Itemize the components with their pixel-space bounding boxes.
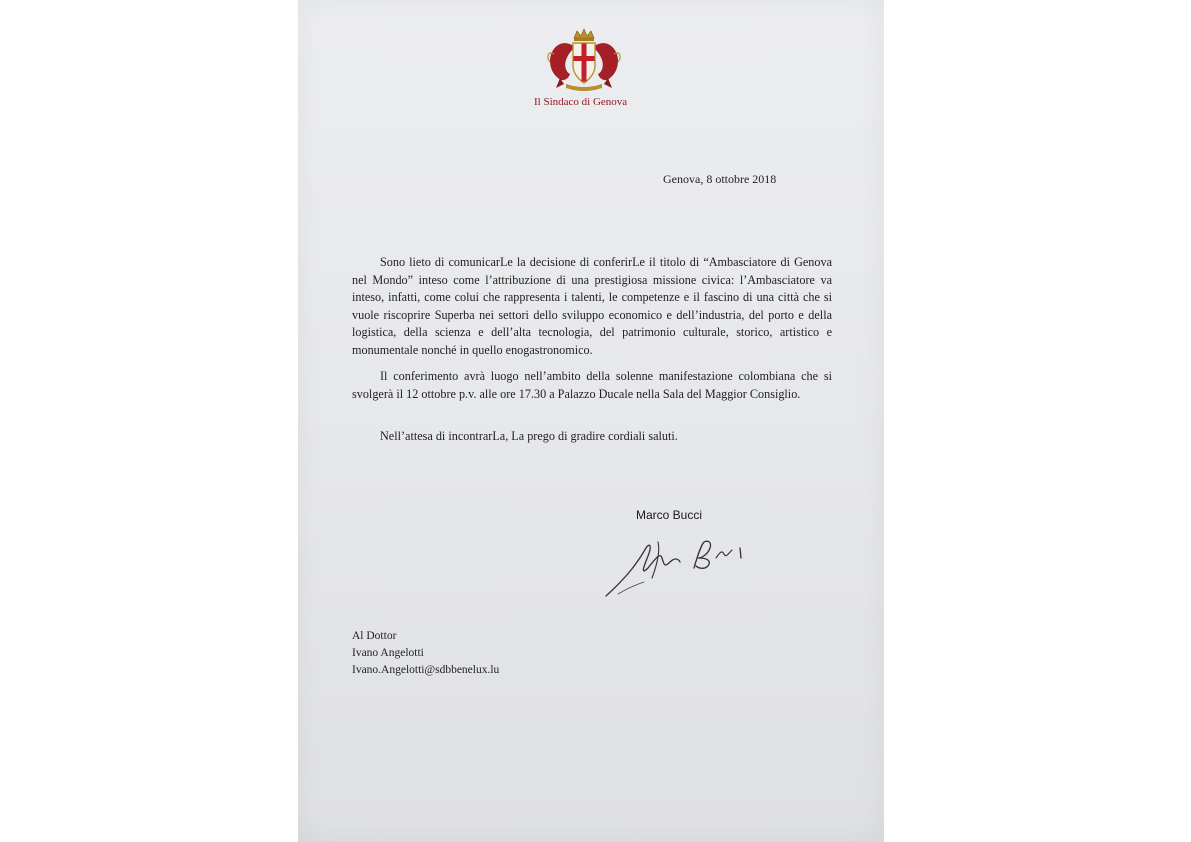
body-paragraph-3: Nell’attesa di incontrarLa, La prego di gradire cordiali saluti. [380, 429, 678, 443]
recipient-block [352, 628, 499, 679]
letter-date: Genova, 8 ottobre 2018 [663, 172, 777, 186]
recipient-email: Ivano.Angelotti@sdbbenelux.lu [352, 664, 500, 676]
letterhead-title: Il Sindaco di Genova [534, 96, 628, 108]
body-paragraph-1: Sono lieto di comunicarLe la decisione di conferirLe il titolo di “Ambasciatore di Genova nel Mondo” inteso come l’attribuzione di una prestigiosa missione civica: l’Ambasciatore va inteso, infatti, come colui che rappresenta i talenti, le competenze e il fascino di una città che si vuole riscoprire Superba nei settori dello sviluppo economico e dell’industria, del porto e della logistica, della scienza e dell’alta tecnologia, del patrimonio culturale, storico, artistico e monumentale nonché in quello enogastronomico. [352, 255, 832, 357]
genoa-coat-of-arms-icon [544, 28, 624, 92]
body-paragraph-2: Il conferimento avrà luogo nell’ambito della solenne manifestazione colombiana che si svolgerà il 12 ottobre p.v. alle ore 17.30 a Palazzo Ducale nella Sala del Maggior Consiglio. [352, 369, 832, 401]
recipient-salutation: Al Dottor [352, 630, 397, 642]
signer-name: Marco Bucci [636, 508, 703, 522]
handwritten-signature-icon [598, 528, 758, 600]
recipient-name: Ivano Angelotti [352, 647, 424, 659]
letter-sheet [298, 0, 884, 842]
